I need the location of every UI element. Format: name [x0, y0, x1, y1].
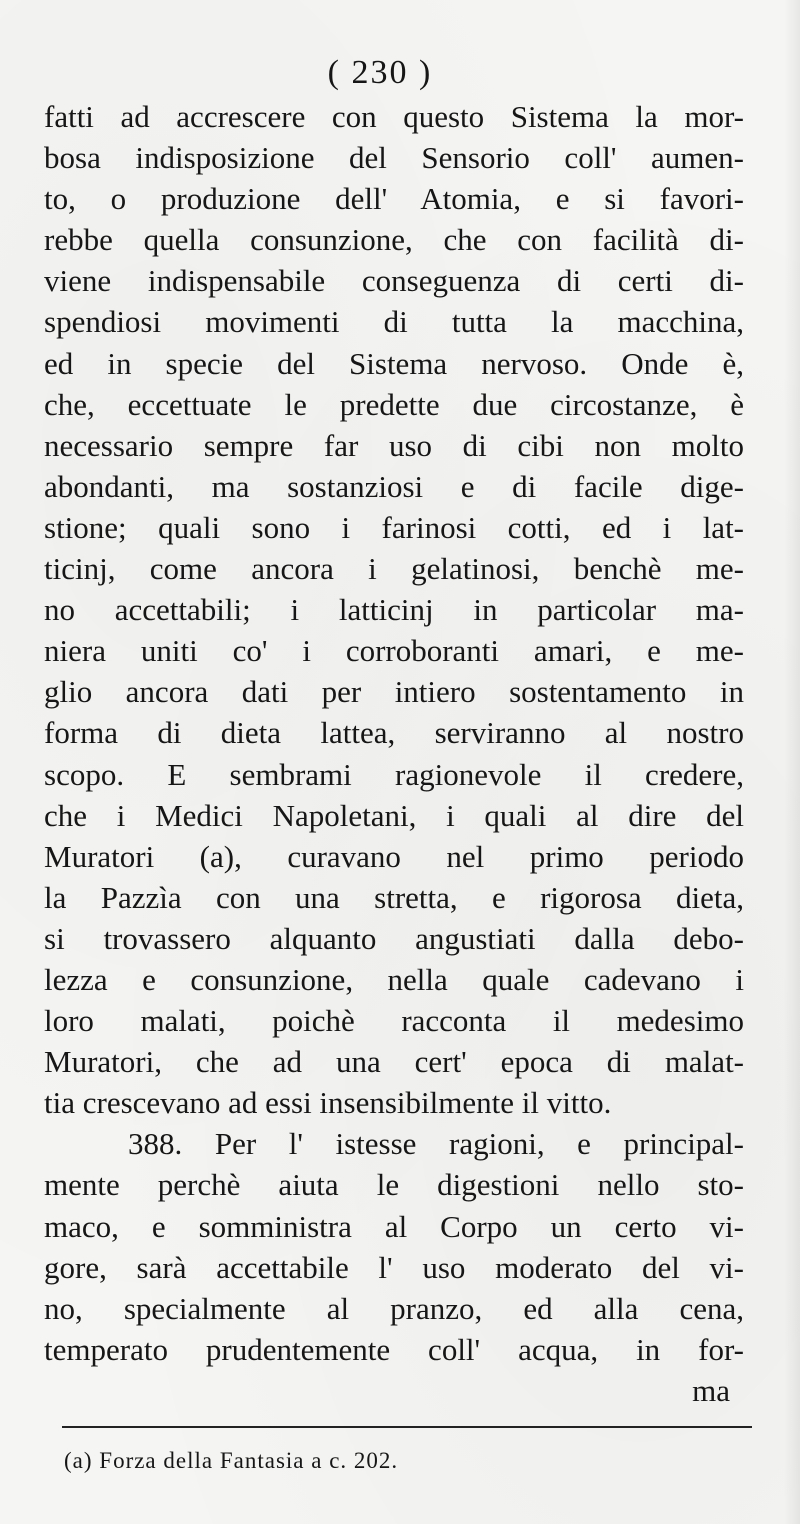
text-line: gore, sarà accettabile l' uso moderato del vi- [44, 1249, 744, 1285]
text-line: loro malati, poichè racconta il medesimo [44, 1003, 744, 1039]
text-line: viene indispensabile conseguenza di certi di- [44, 263, 744, 299]
text-line: bosa indisposizione del Sensorio coll' aumen- [44, 140, 744, 176]
text-line: no, specialmente al pranzo, ed alla cena, [44, 1290, 744, 1326]
section-start-line: 388. Per l' istesse ragioni, e principal- [128, 1126, 744, 1162]
text-line: mente perchè aiuta le digestioni nello sto- [44, 1167, 744, 1203]
page-edge-shadow [784, 0, 800, 1524]
page-number: ( 230 ) [327, 54, 433, 91]
text-line: to, o produzione dell' Atomia, e si favori- [44, 181, 744, 217]
text-line: la Pazzìa con una stretta, e rigorosa dieta, [44, 879, 744, 915]
text-line: rebbe quella consunzione, che con facilità di- [44, 222, 744, 258]
text-line: stione; quali sono i farinosi cotti, ed i lat- [44, 509, 744, 545]
text-line: temperato prudentemente coll' acqua, in for- [44, 1331, 744, 1367]
footnote: (a) Forza della Fantasia a c. 202. [64, 1448, 399, 1473]
text-line: glio ancora dati per intiero sostentamento in [44, 674, 744, 710]
text-line: si trovassero alquanto angustiati dalla debo- [44, 920, 744, 956]
body-text [44, 96, 744, 1411]
text-line: abondanti, ma sostanziosi e di facile dige- [44, 468, 744, 504]
paragraph-last-line: tia crescevano ad essi insensibilmente il vitto. [44, 1085, 612, 1121]
text-line: spendiosi movimenti di tutta la macchina, [44, 304, 744, 340]
text-line: forma di dieta lattea, serviranno al nostro [44, 715, 744, 751]
catchword: ma [692, 1372, 730, 1408]
text-line: che, eccettuate le predette due circostanze, è [44, 386, 744, 422]
text-line: ed in specie del Sistema nervoso. Onde è, [44, 345, 744, 381]
text-line: Muratori, che ad una cert' epoca di malat- [44, 1044, 744, 1080]
text-line: Muratori (a), curavano nel primo periodo [44, 838, 744, 874]
text-line: no accettabili; i latticinj in particolar ma- [44, 592, 744, 628]
text-line: maco, e somministra al Corpo un certo vi- [44, 1208, 744, 1244]
text-line: scopo. E sembrami ragionevole il credere, [44, 756, 744, 792]
footnote-divider [62, 1426, 752, 1428]
text-line: che i Medici Napoletani, i quali al dire del [44, 797, 744, 833]
text-line: fatti ad accrescere con questo Sistema la mor- [44, 99, 744, 134]
text-line: lezza e consunzione, nella quale cadevano i [44, 961, 744, 997]
text-line: niera uniti co' i corroboranti amari, e me- [44, 633, 744, 669]
text-line: necessario sempre far uso di cibi non molto [44, 427, 744, 463]
text-line: ticinj, come ancora i gelatinosi, benchè me- [44, 551, 744, 587]
